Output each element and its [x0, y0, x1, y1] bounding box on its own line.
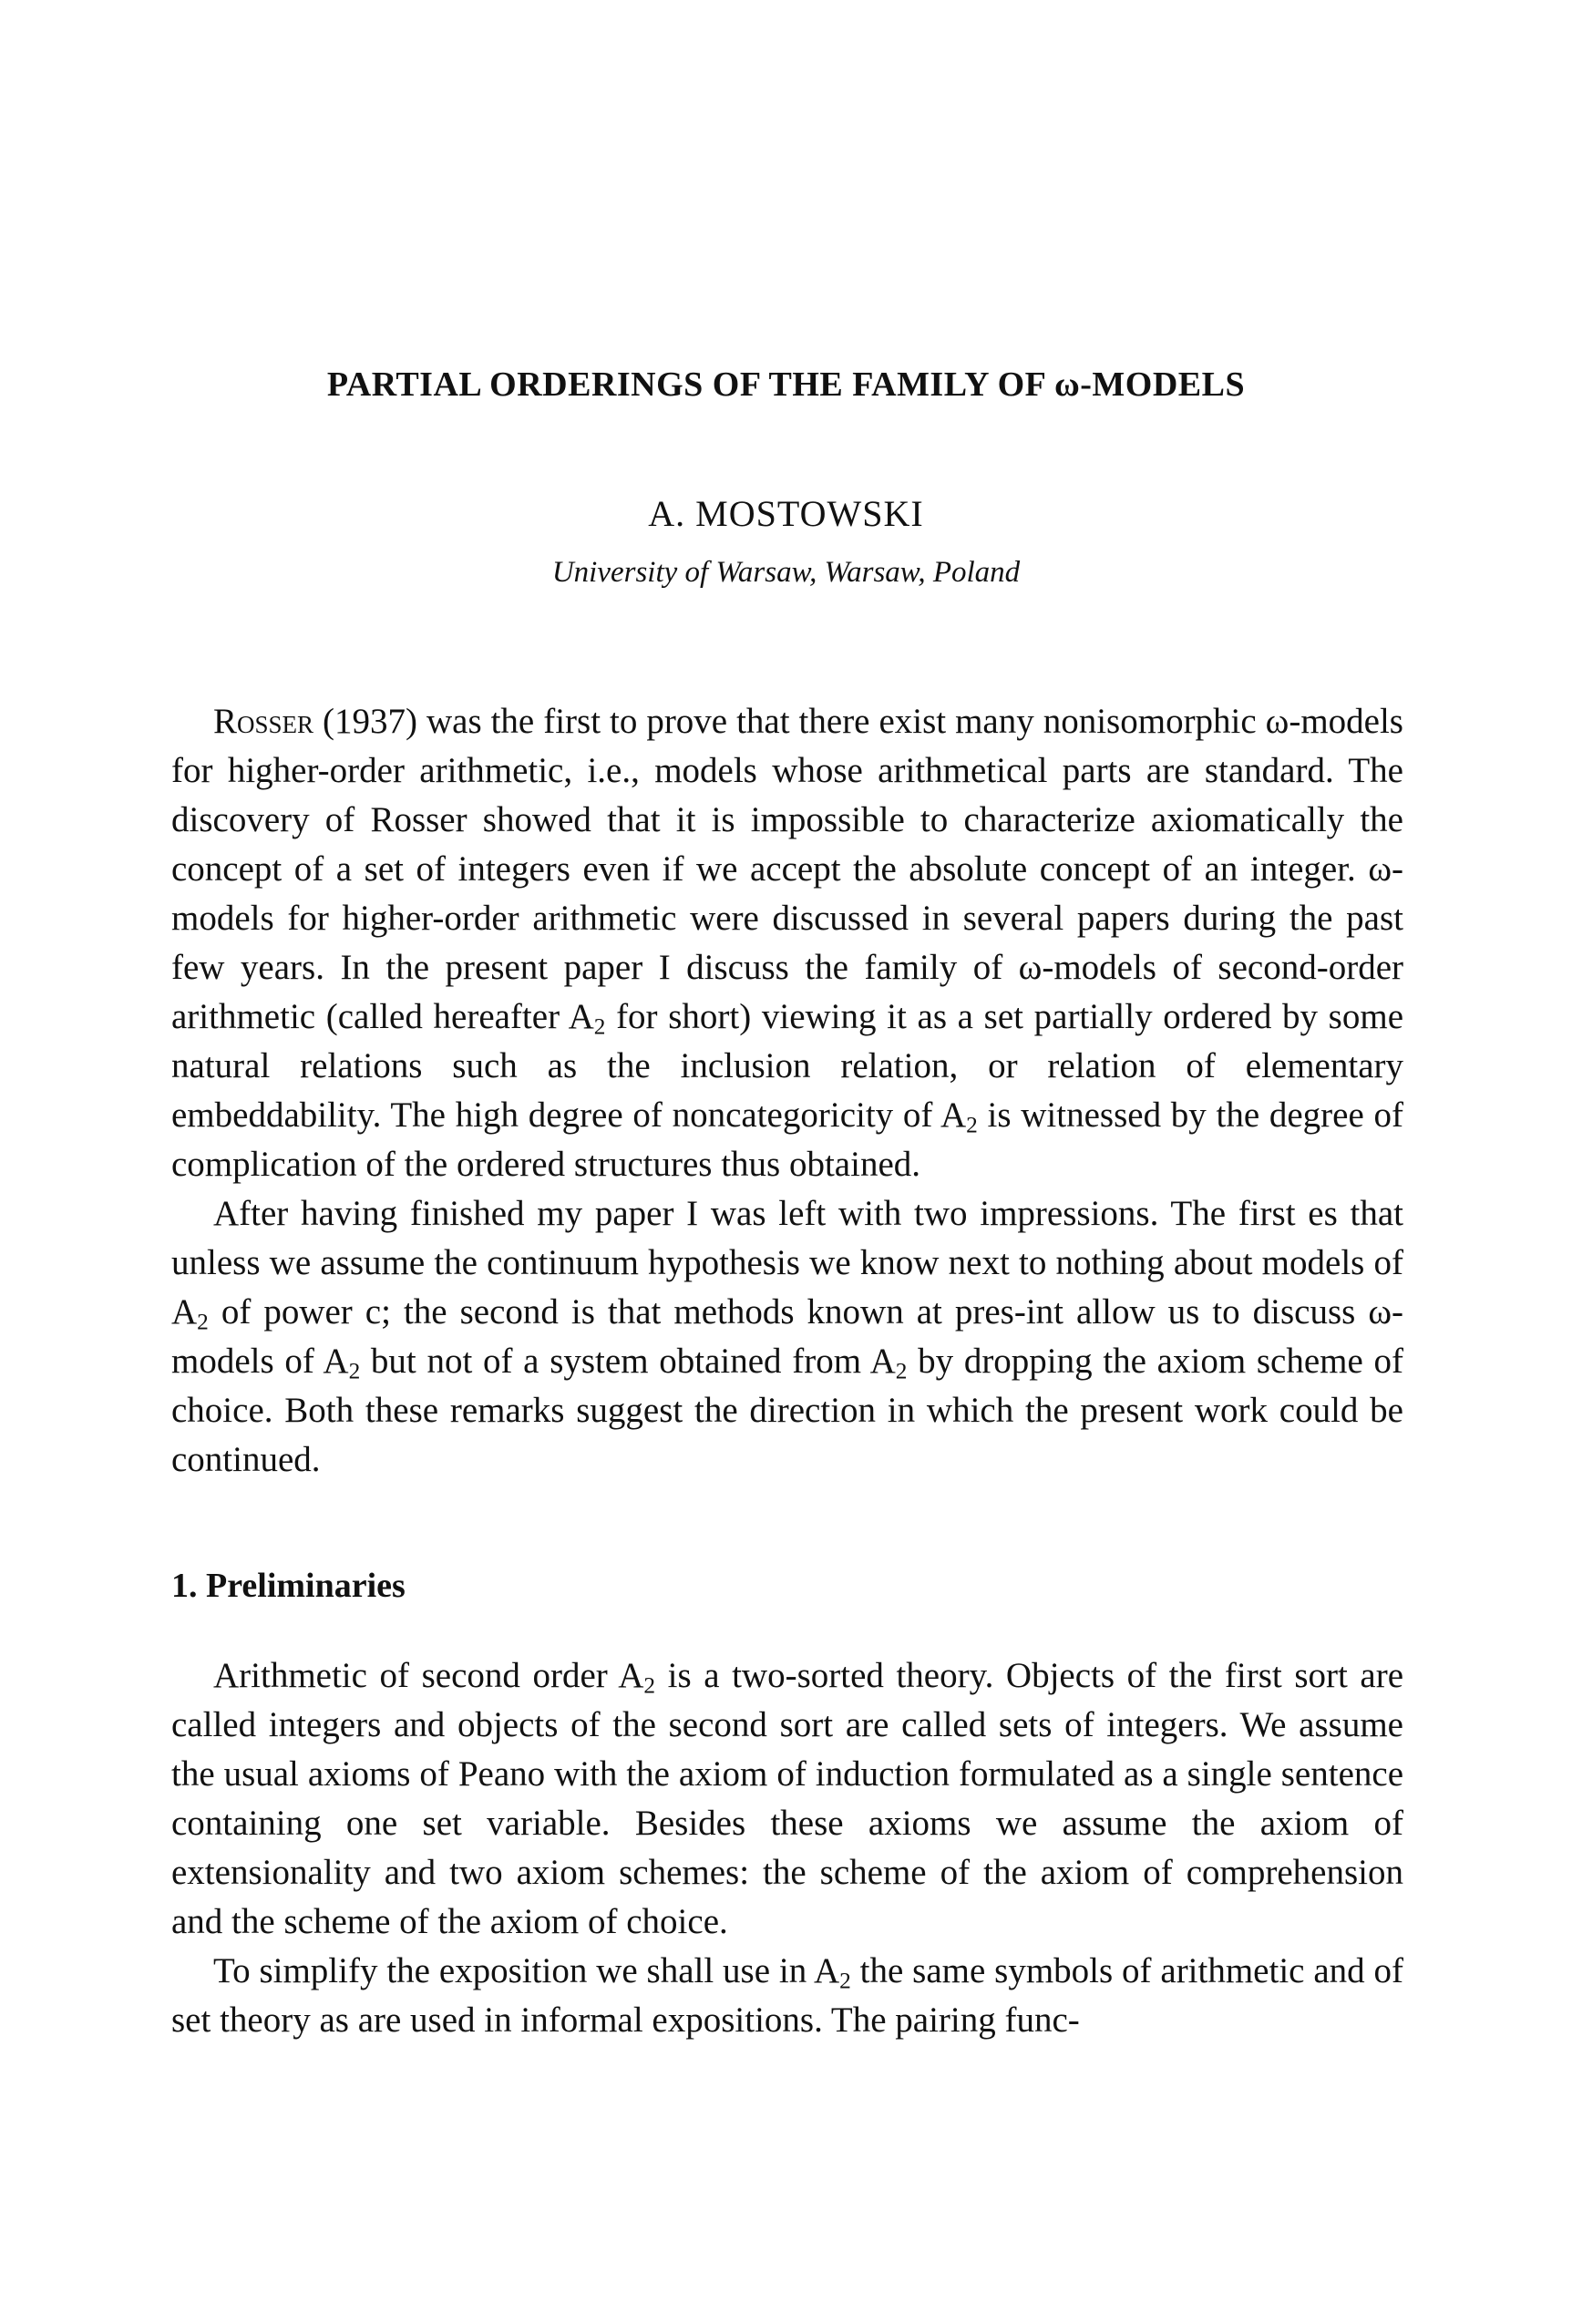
- paper-title: PARTIAL ORDERINGS OF THE FAMILY OF ω-MODELS: [326, 365, 1246, 404]
- preliminaries-text: [171, 1651, 1403, 2045]
- author-affiliation: University of Warsaw, Warsaw, Poland: [551, 556, 1021, 589]
- author-name: A. MOSTOWSKI: [648, 493, 924, 534]
- cited-author: Rosser: [213, 702, 314, 741]
- introduction-text: [171, 697, 1403, 1485]
- section-heading-preliminaries: 1. Preliminaries: [171, 1567, 406, 1605]
- intro-paragraph-2: After having finished my paper I was left with two impressions. The first es that unless we assume the continuum hypothesis we know next to nothing about models of $A_2$ of power c; the second is that methods known at pres-int allow us to discuss ω-models of $A_2$ but not of a system obtained from $A_2$ by dropping the axiom scheme of choice. Both these remarks suggest the direction in which the present work could be continued.: [171, 1194, 1403, 1479]
- preliminaries-paragraph-2: To simplify the exposition we shall use in $A_2$ the same symbols of arithmetic and of set theory as are used in informal expositions. The pairing func-: [171, 1951, 1403, 2040]
- intro-paragraph-1: Rosser (1937) was the first to prove that there exist many nonisomorphic ω-models for higher-order arithmetic, i.e., models whose arithmetical parts are standard. The discovery of Rosser showed that it is impossible to characterize axiomatically the concept of a set of integers even if we accept the absolute concept of an integer. ω-models for higher-order arithmetic were discussed in several papers during the past few years. In the present paper I discuss the family of ω-models of second-order arithmetic (called hereafter $A_2$ for short) viewing it as a set partially ordered by some natural relations such as the inclusion relation, or relation of elementary embeddability. The high degree of noncategoricity of $A_2$ is witnessed by the degree of complication of the ordered structures thus obtained.: [171, 702, 1404, 1184]
- preliminaries-paragraph-1: Arithmetic of second order $A_2$ is a two-sorted theory. Objects of the first sort are called integers and objects of the second sort are called sets of integers. We assume the usual axioms of Peano with the axiom of induction formulated as a single sentence containing one set variable. Besides these axioms we assume the axiom of extensionality and two axiom schemes: the scheme of the axiom of comprehension and the scheme of the axiom of choice.: [171, 1656, 1404, 1941]
